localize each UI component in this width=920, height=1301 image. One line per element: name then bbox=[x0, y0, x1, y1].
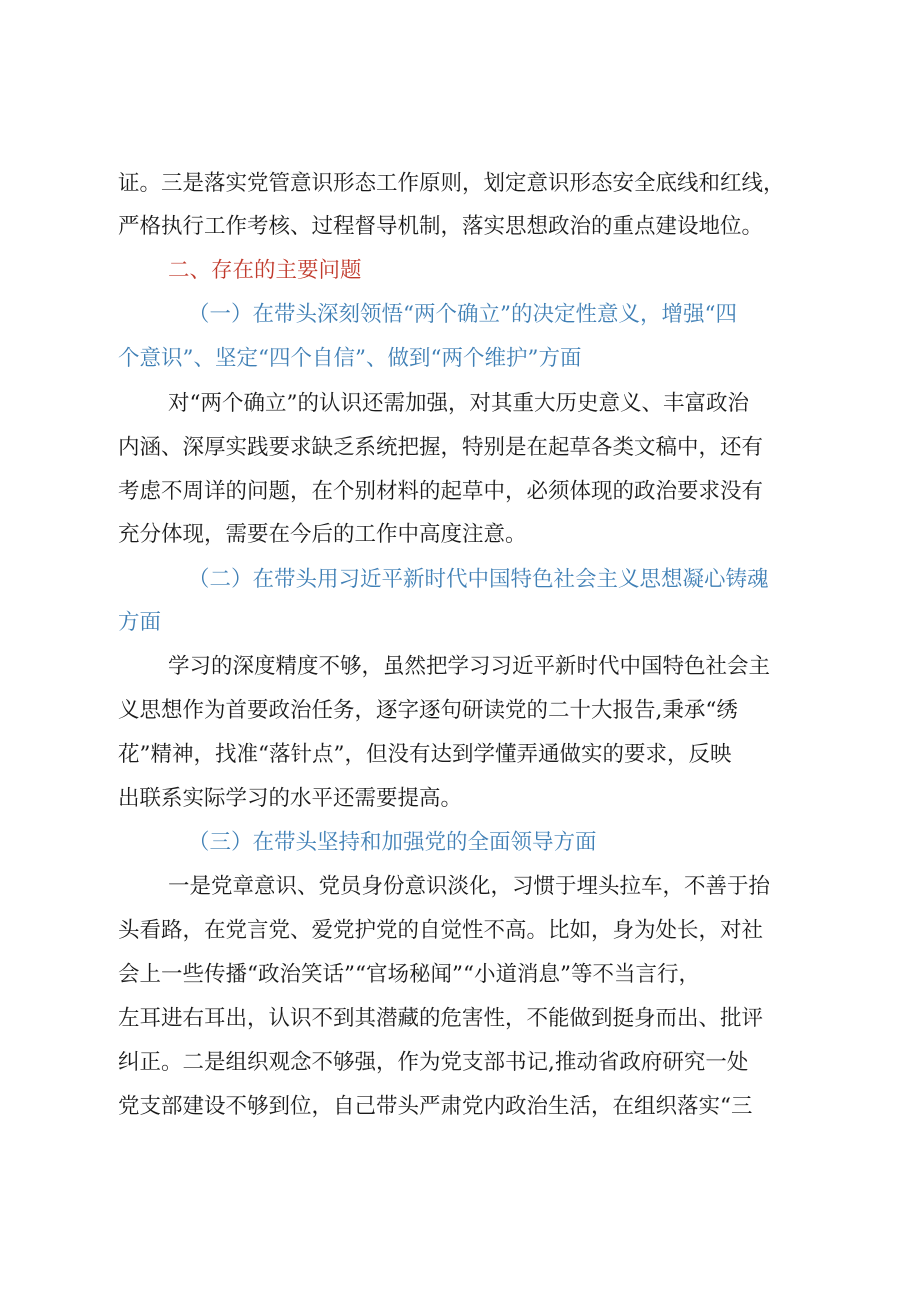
body-line: 内涵、深厚实践要求缺乏系统把握，特别是在起草各类文稿中，还有 bbox=[118, 435, 764, 460]
body-line: 充分体现，需要在今后的工作中高度注意。 bbox=[118, 522, 527, 547]
subsection-heading: （三）在带头坚持和加强党的全面领导方面 bbox=[188, 830, 597, 855]
body-line: 花”精神，找准“落针点”，但没有达到学懂弄通做实的要求，反映 bbox=[118, 742, 732, 767]
body-line: 党支部建设不够到位，自己带头严肃党内政治生活，在组织落实“三 bbox=[118, 1094, 753, 1119]
body-line: 纠正。二是组织观念不够强，作为党支部书记,推动省政府研究一处 bbox=[118, 1050, 749, 1075]
section-heading: 二、存在的主要问题 bbox=[168, 258, 362, 283]
body-line: 头看路，在党言党、爱党护党的自觉性不高。比如，身为处长，对社 bbox=[118, 918, 764, 943]
body-line: 义思想作为首要政治任务，逐字逐句研读党的二十大报告,秉承“绣 bbox=[118, 698, 738, 723]
body-line: 左耳进右耳出，认识不到其潜藏的危害性，不能做到挺身而出、批评 bbox=[118, 1006, 764, 1031]
body-line: 对“两个确立”的认识还需加强，对其重大历史意义、丰富政治 bbox=[168, 391, 749, 416]
body-line: 严格执行工作考核、过程督导机制，落实思想政治的重点建设地位。 bbox=[118, 214, 764, 239]
body-line: 学习的深度精度不够，虽然把学习习近平新时代中国特色社会主 bbox=[168, 654, 771, 679]
body-line: 考虑不周详的问题，在个别材料的起草中，必须体现的政治要求没有 bbox=[118, 479, 764, 504]
subsection-heading: 个意识”、坚定“四个自信”、做到“两个维护”方面 bbox=[118, 346, 582, 371]
body-line: 会上一些传播“政治笑话”“官场秘闻”“小道消息”等不当言行， bbox=[118, 962, 700, 987]
body-line: 一是党章意识、党员身份意识淡化，习惯于埋头拉车，不善于抬 bbox=[168, 874, 771, 899]
body-line: 出联系实际学习的水平还需要提高。 bbox=[118, 786, 463, 811]
subsection-heading: （一）在带头深刻领悟“两个确立”的决定性意义，增强“四 bbox=[188, 302, 737, 327]
subsection-heading: 方面 bbox=[118, 610, 162, 635]
body-line: 证。三是落实党管意识形态工作原则，划定意识形态安全底线和红线， bbox=[118, 171, 785, 196]
subsection-heading: （二）在带头用习近平新时代中国特色社会主义思想凝心铸魂 bbox=[188, 567, 769, 592]
